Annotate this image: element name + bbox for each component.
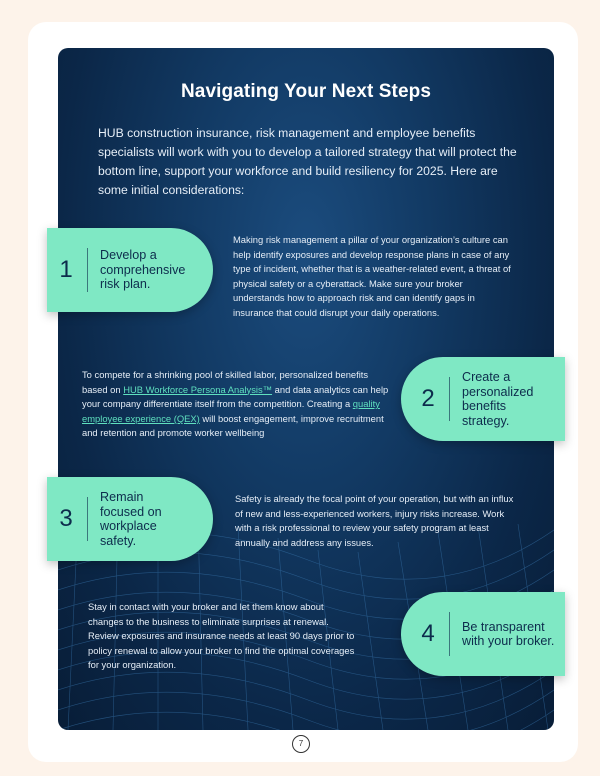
step-3-number: 3 <box>59 505 73 532</box>
workforce-persona-link[interactable]: HUB Workforce Persona Analysis™ <box>123 383 273 395</box>
page-title: Navigating Your Next Steps <box>180 81 431 102</box>
step-2-label: Create a personalized benefits strategy. <box>462 370 534 428</box>
divider <box>87 497 88 541</box>
wave-mesh-decoration <box>58 430 554 730</box>
step-1-badge <box>47 228 213 312</box>
intro-paragraph: HUB construction insurance, risk management and employee benefits specialists will work with you to develop a tailored strategy that will protect the bottom line, support your workforce and build resiliency for 2025. Here are some initial considerations: <box>98 126 517 197</box>
step-1-description: Making risk management a pillar of your organization’s culture can help identify exposures and develop response plans in case of any type of incident, whether that is a weather-related event, a threat of physical safety or a cyberattack. Make sure your broker understands how to approach risk and can identify gaps in insurance that could disrupt your daily operations. <box>233 234 511 318</box>
page-number: 7 <box>292 735 310 753</box>
step-4-number: 4 <box>421 620 435 647</box>
divider <box>87 248 88 292</box>
step-1-number: 1 <box>59 256 73 283</box>
step-2-number: 2 <box>421 385 435 412</box>
step-4-label: Be transparent with your broker. <box>462 619 555 648</box>
step-3-label: Remain focused on workplace safety. <box>100 490 162 548</box>
step-4-description: Stay in contact with your broker and let them know about changes to the business to eliminate surprises at renewal. Review exposures and insurance needs at least 90 days prior to policy renewal to allow your broker to find the optimal coverages for your organization. <box>88 601 355 671</box>
step-2-description: To compete for a shrinking pool of skilled labor, personalized benefits based on HUB Workforce Persona Analysis™ and data analytics can help your company differentiate itself from the competition. Creating a quality employee experience (QEX) will boost engagement, improve recruitment and retention and promote worker wellbeing <box>82 369 389 439</box>
step-4-badge <box>401 592 565 676</box>
step-3-badge <box>47 477 213 561</box>
divider <box>449 612 450 656</box>
divider <box>449 377 450 421</box>
step-3-description: Safety is already the focal point of your operation, but with an influx of new and less-experienced workers, injury risks increase. Work with a risk professional to review your safety program at least annually and address any issues. <box>235 493 514 548</box>
step-2-badge <box>401 357 565 441</box>
qex-link[interactable]: quality employee experience (QEX) <box>82 398 380 424</box>
step-1-label: Develop a comprehensive risk plan. <box>100 248 186 292</box>
